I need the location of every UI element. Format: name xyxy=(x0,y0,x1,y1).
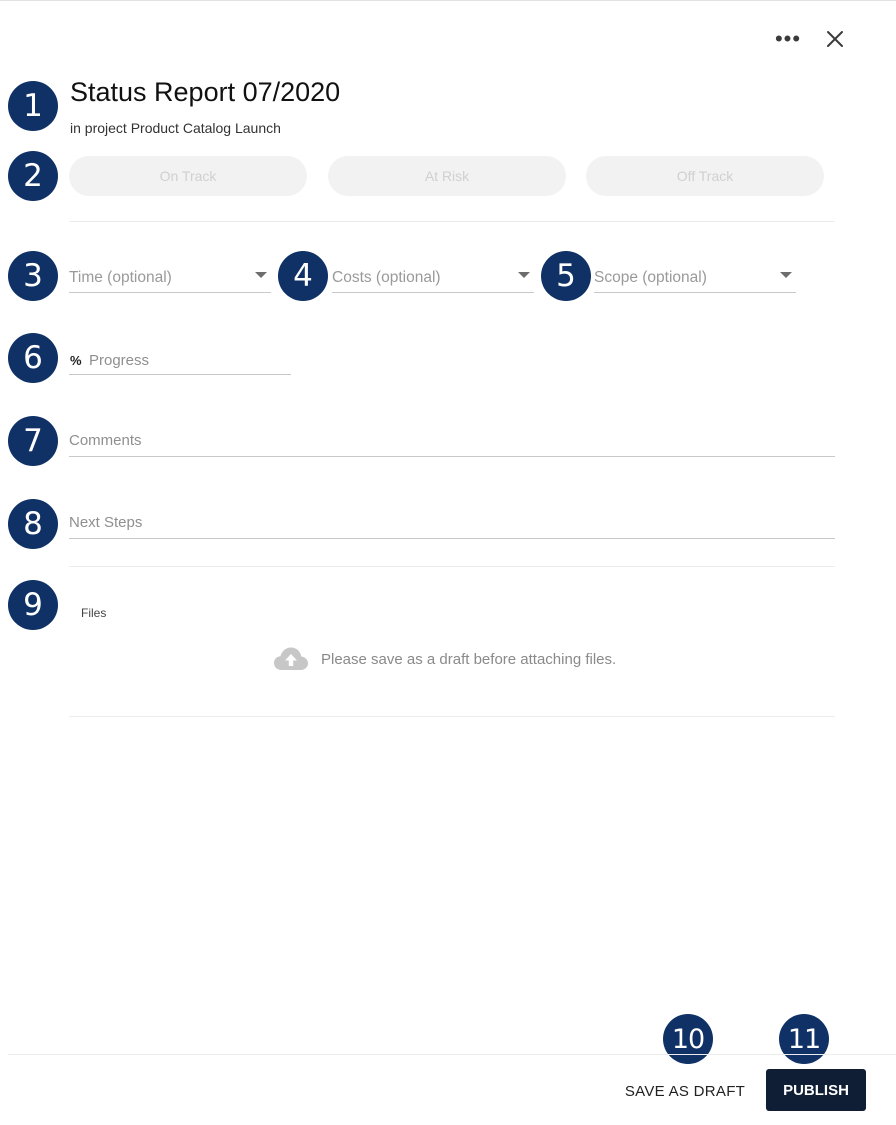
section-divider xyxy=(69,221,835,222)
comments-field[interactable] xyxy=(69,425,835,457)
report-title: Status Report 07/2020 xyxy=(70,77,341,107)
close-icon[interactable] xyxy=(822,26,848,52)
callout-badge-8: 8 xyxy=(8,499,58,549)
callout-badge-10: 10 xyxy=(663,1014,713,1064)
callout-badge-4: 4 xyxy=(278,251,328,301)
callout-badge-5: 5 xyxy=(541,251,591,301)
costs-select[interactable] xyxy=(332,262,534,293)
files-label: Files xyxy=(81,606,107,620)
costs-select-label: Costs (optional) xyxy=(332,269,441,286)
scope-select-label: Scope (optional) xyxy=(594,269,707,286)
percent-prefix: % xyxy=(70,353,82,368)
dropdown-caret-icon xyxy=(255,272,267,278)
save-as-draft-button[interactable]: SAVE AS DRAFT xyxy=(618,1071,752,1111)
top-border xyxy=(0,0,896,1)
dropdown-caret-icon xyxy=(780,272,792,278)
file-upload-area xyxy=(273,646,616,672)
callout-badge-3: 3 xyxy=(8,251,58,301)
status-on-track-button[interactable]: On Track xyxy=(69,156,307,196)
time-select-label: Time (optional) xyxy=(69,269,172,286)
callout-badge-11: 11 xyxy=(779,1014,829,1064)
more-options-icon[interactable]: ••• xyxy=(774,26,802,51)
project-subtitle: in project Product Catalog Launch xyxy=(70,120,281,136)
scope-select[interactable] xyxy=(594,262,796,293)
status-off-track-button[interactable]: Off Track xyxy=(586,156,824,196)
callout-badge-6: 6 xyxy=(8,333,58,383)
cloud-upload-icon xyxy=(273,646,309,672)
status-at-risk-button[interactable]: At Risk xyxy=(328,156,566,196)
dropdown-caret-icon xyxy=(518,272,530,278)
callout-badge-1: 1 xyxy=(8,81,58,131)
next-steps-placeholder: Next Steps xyxy=(69,514,143,531)
section-divider xyxy=(69,716,835,717)
upload-message: Please save as a draft before attaching files. xyxy=(321,650,617,668)
section-divider xyxy=(69,566,835,567)
footer-divider xyxy=(8,1054,896,1055)
time-select[interactable] xyxy=(69,262,271,293)
callout-badge-7: 7 xyxy=(8,416,58,466)
progress-input[interactable] xyxy=(69,344,291,375)
next-steps-field[interactable] xyxy=(69,507,835,539)
publish-button[interactable]: PUBLISH xyxy=(766,1069,866,1111)
callout-badge-9: 9 xyxy=(8,580,58,630)
callout-badge-2: 2 xyxy=(8,151,58,201)
progress-placeholder: Progress xyxy=(89,352,150,369)
comments-placeholder: Comments xyxy=(69,432,142,449)
